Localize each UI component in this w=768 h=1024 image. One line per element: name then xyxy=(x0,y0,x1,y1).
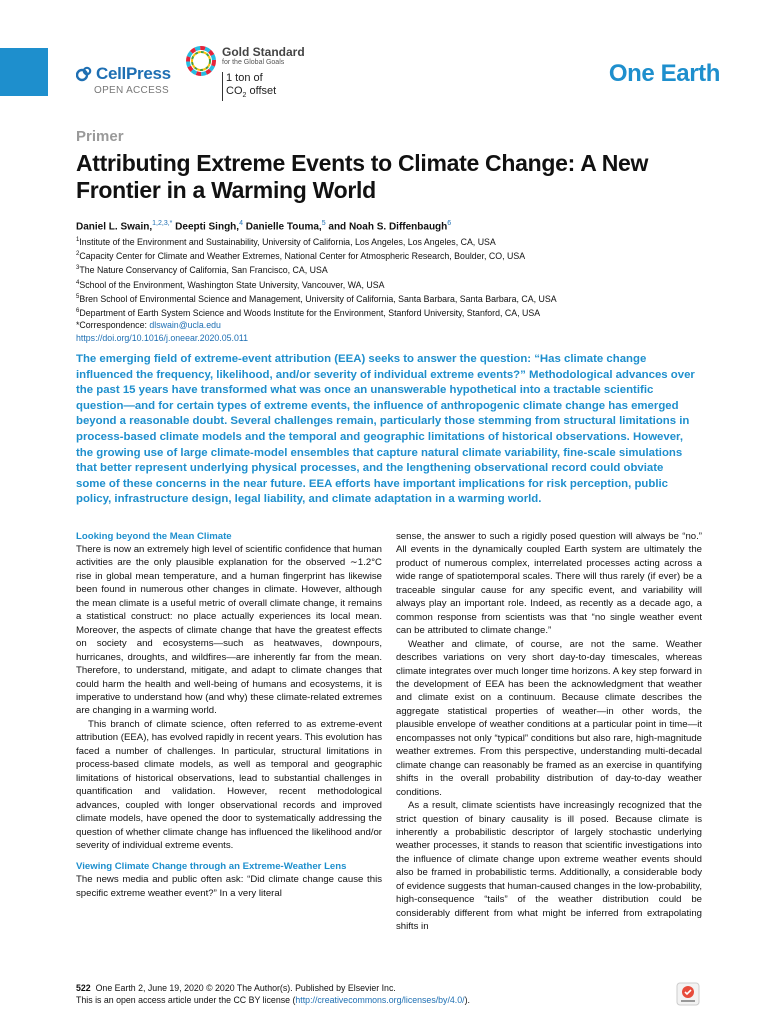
cellpress-logo[interactable] xyxy=(76,64,171,96)
open-access-label: OPEN ACCESS xyxy=(94,85,169,96)
page-footer xyxy=(76,983,470,1006)
doi-link[interactable]: https://doi.org/10.1016/j.oneear.2020.05.011 xyxy=(76,332,249,343)
author-name: and Noah S. Diffenbaugh xyxy=(325,221,448,233)
section-heading: Viewing Climate Change through an Extreme-Weather Lens xyxy=(76,861,347,873)
paragraph: Weather and climate, of course, are not the same. Weather describes variations on very short day-to-day timescales, whereas climate integrates over much longer time horizons. A key step forward in the development of EEA has been the acknowledgment that weather and climate exist on a continuum. Because climate describes the aggregate statistical properties of weather—in other words, the plausible envelope of weather conditions at a particular point in time—it encompasses not only “typical” conditions but also rare, high-magnitude weather extremes. From this perspective, understanding multi-decadal climate change can reasonably be framed as an exercise in quantifying shifts in the overall probability distribution of day-to-day weather conditions. xyxy=(396,638,702,798)
author-affil-ref[interactable]: 6 xyxy=(447,220,452,227)
paragraph: There is now an extremely high level of scientific confidence that human activities are the only plausible explanation for the observed ∼1.2°C rise in global mean temperature, and a human fingerprint has likewise been found in numerous other changes in climate. However, although the mean climate is a useful metric of overall climate change, it remains a statistical construct: no place actually experiences its local mean. Moreover, the aspects of climate change that have the greatest effects on society and ecosystems—such as heatwaves, downpours, hurricanes, droughts, and wildfires—are inherently far from the mean. Therefore, to understand, mitigate, and adapt to climate changes that could harm the health and well-being of humans and ecosystems, it is imperative to understand how (and why) these climate-related extremes are changing in a warming world. xyxy=(76,544,382,717)
carbon-offset-label: 1 ton of $CO_2$ offset xyxy=(222,72,305,101)
article-title: Attributing Extreme Events to Climate Change: A New Frontier in a Warming World xyxy=(76,150,649,203)
license-link[interactable]: http://creativecommons.org/licenses/by/4.0/ xyxy=(295,994,465,1005)
gold-standard-title: Gold Standard xyxy=(222,45,305,59)
affiliation-item: $^4$School of the Environment, Washington State University, Vancouver, WA, USA xyxy=(76,279,385,290)
cellpress-icon xyxy=(76,66,92,82)
paragraph: The news media and public often ask: “Did climate change cause this specific extreme weather event?” In a very literal xyxy=(76,874,382,899)
author-name: Danielle Touma, xyxy=(242,221,322,233)
paragraph: sense, the answer to such a rigidly posed question will always be “no.” All events in the dynamically coupled Earth system are ultimately the product of numerous complex, interrelated processes acting across a wide range of spatiotemporal scales. There will thus rarely (if ever) be a traceable singular cause for any specific event, and variability will always play an important role. Indeed, as recently as a decade ago, a common response from scientists was that “no single weather event can be attributed to climate change.” xyxy=(396,531,702,637)
section-heading: Looking beyond the Mean Climate xyxy=(76,531,232,542)
journal-name[interactable]: One Earth xyxy=(608,60,720,87)
correspondence: *Correspondence: dlswain@ucla.edu xyxy=(76,320,221,331)
author-affil-ref[interactable]: 4 xyxy=(239,220,243,227)
gold-standard-subtitle: for the Global Goals xyxy=(222,59,285,66)
journal-color-tab xyxy=(0,48,48,96)
affiliation-item: $^5$Bren School of Environmental Science and Management, University of California, Santa Barbara, Santa Barbara, CA, USA xyxy=(76,293,557,304)
author-affil-ref[interactable]: 1,2,3,* xyxy=(152,220,173,227)
body-column-right xyxy=(396,530,702,934)
page-number: 522 xyxy=(76,983,91,993)
affiliations xyxy=(76,234,696,344)
license-line: This is an open access article under the CC BY license (http://creativecommons.org/licenses/by/4.0/). xyxy=(76,994,470,1005)
author-affil-ref[interactable]: 5 xyxy=(321,220,326,227)
affiliation-item: $^2$Capacity Center for Climate and Weather Extremes, National Center for Atmospheric Research, Boulder, CO, USA xyxy=(76,251,526,262)
affiliation-item: $^1$Institute of the Environment and Sustainability, University of California, Los Angeles, Los Angeles, CA, USA xyxy=(76,236,496,247)
gold-standard-badge[interactable] xyxy=(186,46,305,101)
abstract: The emerging field of extreme-event attribution (EEA) seeks to answer the question: “Has climate change influenced the frequency, likelihood, and/or severity of individual extreme events?” Methodological advances over the past 15 years have transformed what was once an unanswerable hypothetical into a tractable scientific question—and for certain types of extreme events, the influence of anthropogenic climate change has emerged beyond a reasonable doubt. Several challenges remain, particularly those stemming from structural limitations in process-based climate models and the temporal and geographic limitations of historical observations. However, the growing use of large climate-model ensembles that capture natural climate variability, fine-scale simulations that better represent underlying physical processes, and the lengthening observational record could obviate some of these concerns in the near future. EEA efforts have important implications for risk perception, public policy, infrastructure design, legal liability, and climate adaptation in a warming world. xyxy=(76,353,695,506)
author-name: Daniel L. Swain, xyxy=(76,221,153,233)
body-column-left xyxy=(76,530,382,900)
author-list xyxy=(76,220,451,232)
paragraph: This branch of climate science, often referred to as extreme-event attribution (EEA), has evolved rapidly in recent years. This evolution has faced a number of challenges. In particular, structural limitations in process-based climate models, as well as temporal and geographic limitations of historical observations, lead to substantial challenges in quantification and validation. However, recent methodological advances, coupled with longer observational records and improved climate models, have opened the door to systematically addressing the question of whether climate change has influenced the likelihood and/or severity of individual extreme events. xyxy=(76,718,382,851)
sdg-wheel-icon xyxy=(186,46,216,76)
paragraph: As a result, climate scientists have increasingly recognized that the strict question of binary causality is ill posed. Because climate is inherently a probabilistic descriptor of largely stochastic underlying weather processes, it stands to reason that scientific investigations into the influence of climate change upon extreme weather events should also be framed in probabilistic terms. Additionally, a considerable body of evidence suggests that human-caused changes in the low-probability, high-consequence “tails” of the weather distribution could be considerably different from what might be inferred from extrapolating shifts in xyxy=(396,800,702,933)
publisher-name: CellPress xyxy=(96,64,171,83)
citation-line: One Earth 2, June 19, 2020 © 2020 The Author(s). Published by Elsevier Inc. xyxy=(95,983,396,993)
check-for-updates-icon[interactable] xyxy=(676,982,700,1006)
correspondence-email-link[interactable]: dlswain@ucla.edu xyxy=(149,320,221,331)
affiliation-item: $^6$Department of Earth System Science and Woods Institute for the Environment, Stanford University, Stanford, CA, USA xyxy=(76,308,541,319)
affiliation-item: $^3$The Nature Conservancy of California, San Francisco, CA, USA xyxy=(76,265,328,276)
article-type: Primer xyxy=(76,128,124,145)
author-name: Deepti Singh, xyxy=(172,221,240,233)
